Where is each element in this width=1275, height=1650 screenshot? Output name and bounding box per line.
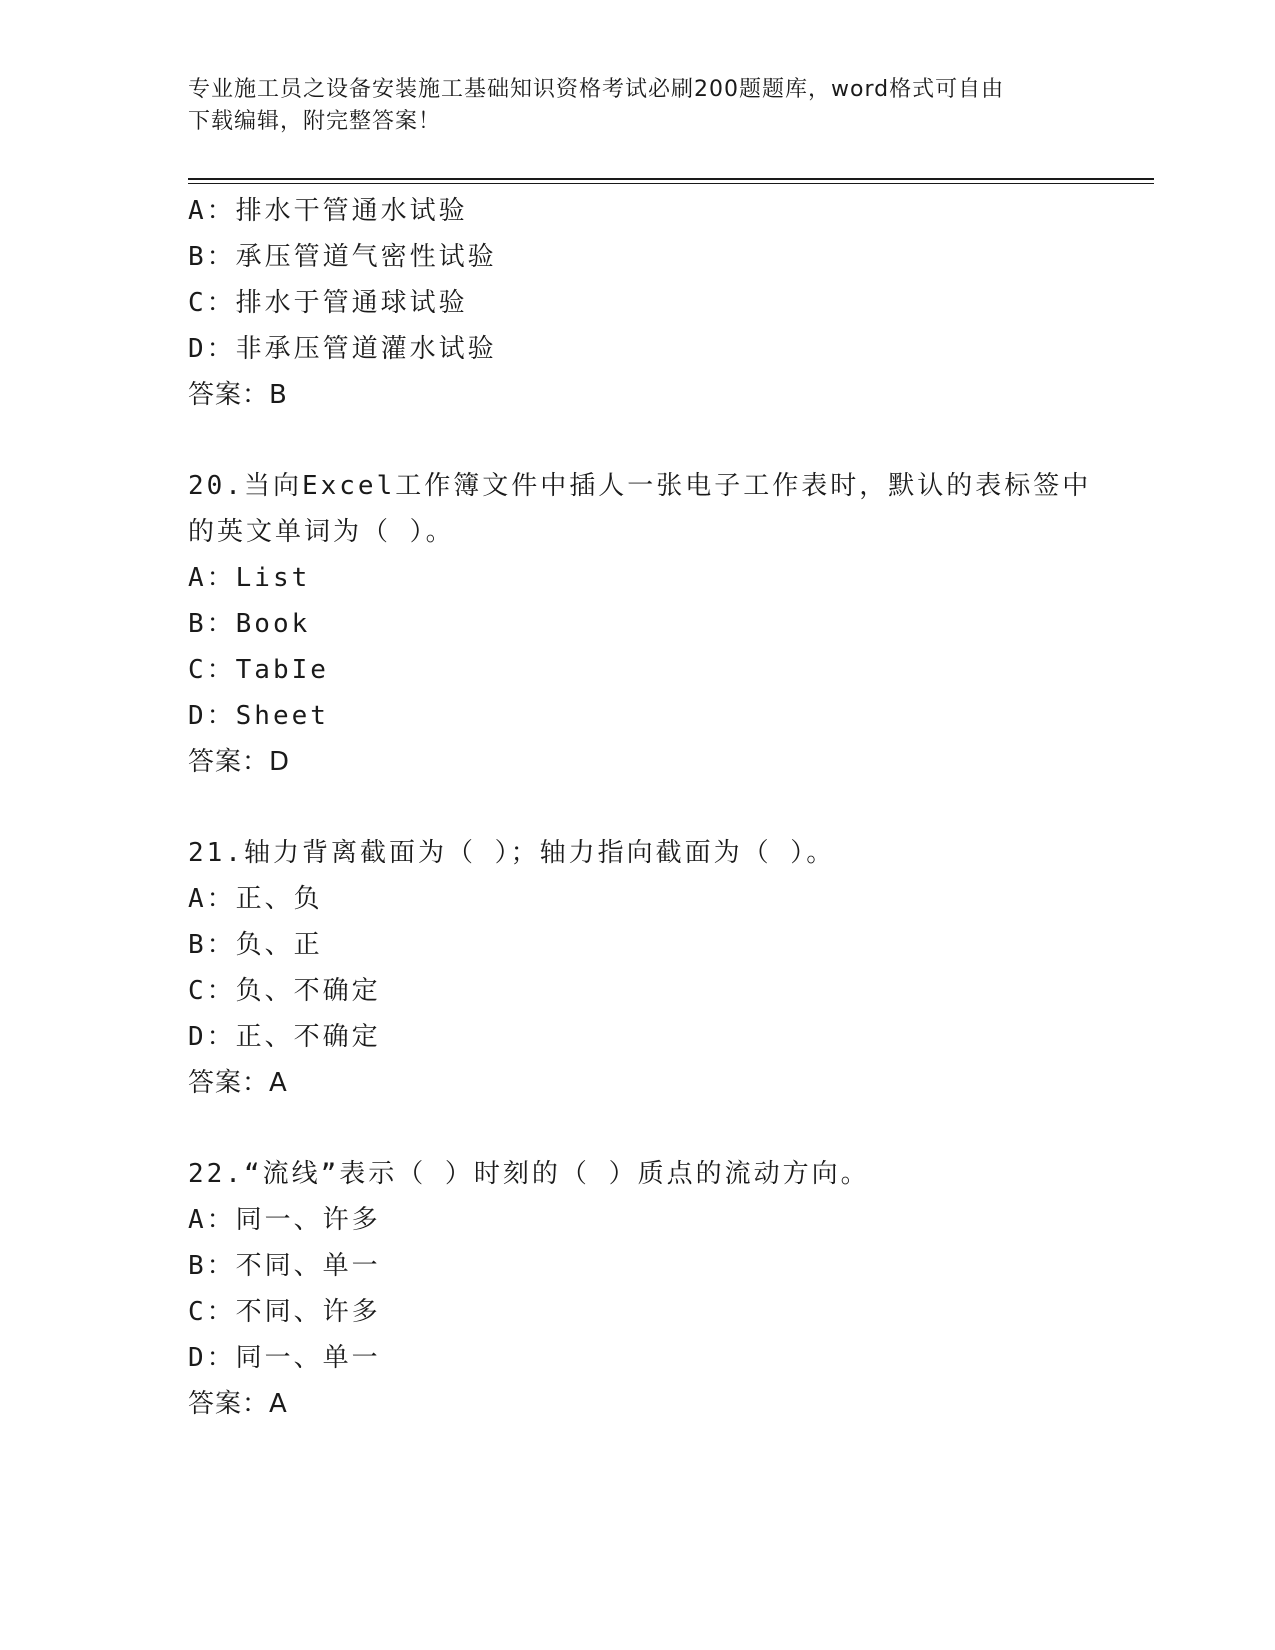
option-a: A：正、负 bbox=[188, 884, 323, 914]
question-list bbox=[188, 188, 1128, 1427]
option-c: C：不同、许多 bbox=[188, 1297, 381, 1327]
option-a: A：List bbox=[188, 563, 311, 593]
option-d: D：正、不确定 bbox=[188, 1022, 381, 1052]
question-stem: 22.“流线”表示（ ）时刻的（ ）质点的流动方向。 bbox=[188, 1159, 870, 1189]
option-a: A：排水干管通水试验 bbox=[188, 196, 468, 226]
answer-line: 答案：D bbox=[188, 747, 291, 777]
option-c: C：排水于管通球试验 bbox=[188, 288, 468, 318]
header-title-line-1: 专业施工员之设备安装施工基础知识资格考试必刷200题题库，word格式可自由 bbox=[188, 77, 1005, 102]
option-d: D：同一、单一 bbox=[188, 1343, 381, 1373]
option-b: B：Book bbox=[188, 609, 311, 639]
option-b: B：承压管道气密性试验 bbox=[188, 242, 497, 272]
question-stem-line-1: 20.当向Excel工作簿文件中插人一张电子工作表时，默认的表标签中 bbox=[188, 471, 1092, 501]
header-divider-thick bbox=[188, 178, 1154, 180]
answer-line: 答案：A bbox=[188, 1389, 288, 1419]
answer-line: 答案：A bbox=[188, 1068, 288, 1098]
header-title-line-2: 下载编辑，附完整答案！ bbox=[188, 109, 442, 134]
question-22 bbox=[188, 1151, 1128, 1427]
option-b: B：负、正 bbox=[188, 930, 323, 960]
document-header bbox=[188, 74, 1068, 138]
header-divider-thin bbox=[188, 183, 1154, 184]
question-21 bbox=[188, 830, 1128, 1106]
option-a: A：同一、许多 bbox=[188, 1205, 381, 1235]
question-stem: 21.轴力背离截面为（ ）；轴力指向截面为（ ）。 bbox=[188, 838, 836, 868]
option-d: D：非承压管道灌水试验 bbox=[188, 334, 497, 364]
option-d: D：Sheet bbox=[188, 701, 329, 731]
answer-line: 答案：B bbox=[188, 380, 288, 410]
question-stem-line-2: 的英文单词为（ ）。 bbox=[188, 517, 455, 547]
option-c: C：TabIe bbox=[188, 655, 329, 685]
question-19 bbox=[188, 188, 1128, 418]
option-b: B：不同、单一 bbox=[188, 1251, 381, 1281]
question-20 bbox=[188, 463, 1128, 785]
option-c: C：负、不确定 bbox=[188, 976, 381, 1006]
